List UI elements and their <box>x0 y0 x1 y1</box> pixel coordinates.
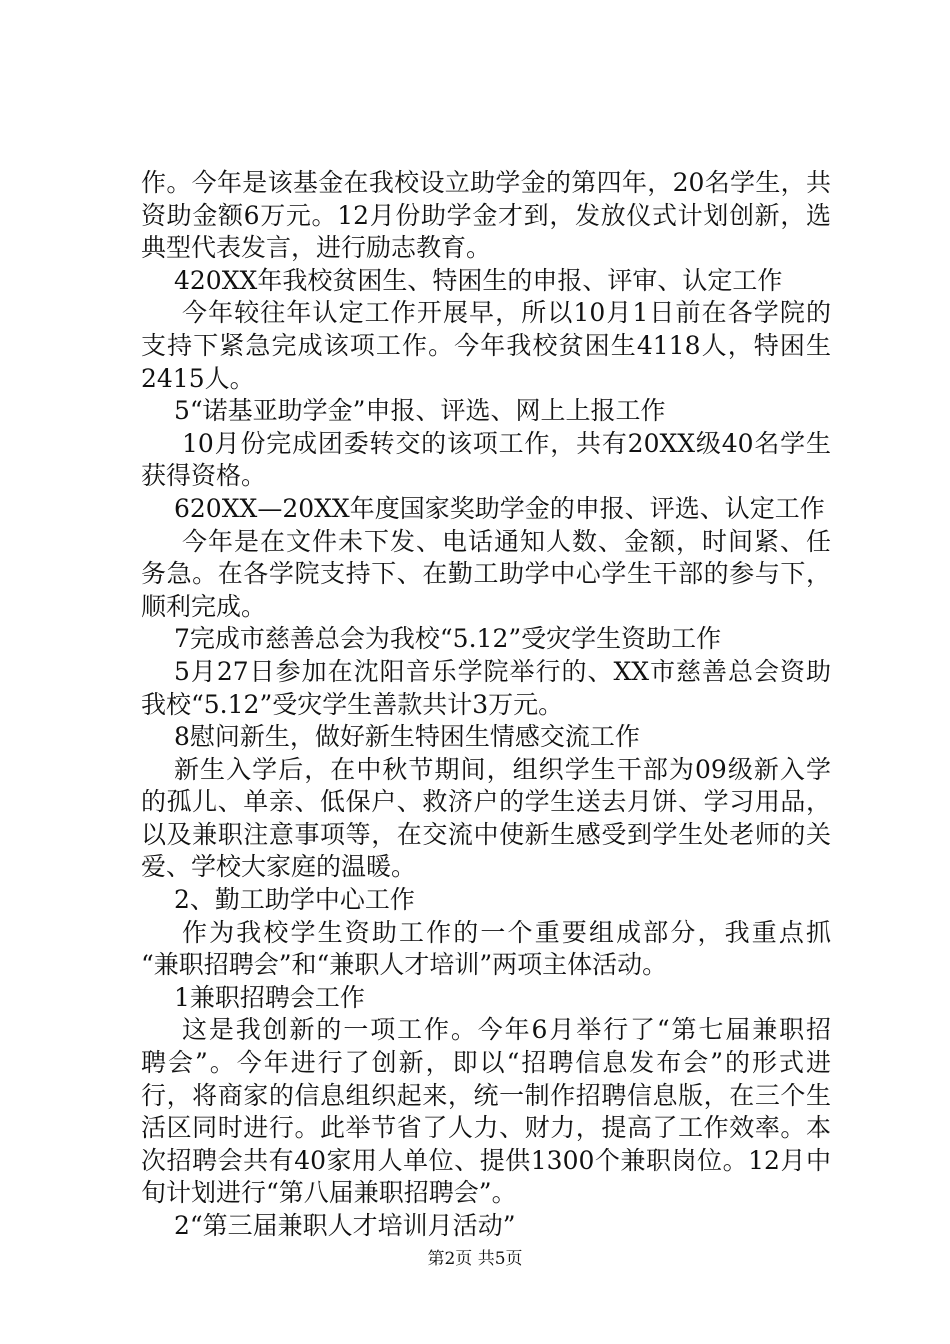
paragraph-line: 作为我校学生资助工作的一个重要组成部分，我重点抓 <box>182 917 831 947</box>
paragraph-line: 今年较往年认定工作开展早，所以10月1日前在各学院的 <box>182 298 831 328</box>
paragraph-line: 典型代表发言，进行励志教育。 <box>141 233 492 263</box>
paragraph-line: 我校“5.12”受灾学生善款共计3万元。 <box>141 689 564 719</box>
paragraph-line: 这是我创新的一项工作。今年6月举行了“第七届兼职招 <box>182 1015 831 1045</box>
paragraph-line: 的孤儿、单亲、低保户、救济户的学生送去月饼、学习用品， <box>141 787 831 817</box>
section-heading: 420XX年我校贫困生、特困生的申报、评审、认定工作 <box>174 265 783 295</box>
paragraph-line: 2415人。 <box>141 363 255 393</box>
paragraph-line: 资助金额6万元。12月份助学金才到，发放仪式计划创新，选 <box>141 200 831 230</box>
paragraph-line: 今年是在文件未下发、电话通知人数、金额，时间紧、任 <box>182 526 831 556</box>
paragraph-line: 旬计划进行“第八届兼职招聘会”。 <box>141 1178 517 1208</box>
paragraph-line: 顺利完成。 <box>141 591 267 621</box>
section-heading: 5“诺基亚助学金”申报、评选、网上上报工作 <box>174 396 666 426</box>
section-heading: 2、勤工助学中心工作 <box>174 885 415 915</box>
section-heading: 7完成市慈善总会为我校“5.12”受灾学生资助工作 <box>174 624 722 654</box>
page-footer: 第2页 共5页 <box>427 1249 523 1269</box>
paragraph-line: 次招聘会共有40家用人单位、提供1300个兼职岗位。12月中 <box>141 1145 831 1175</box>
paragraph-line: 务急。在各学院支持下、在勤工助学中心学生干部的参与下， <box>141 559 831 589</box>
paragraph-line: 10月份完成团委转交的该项工作，共有20XX级40名学生 <box>182 428 831 458</box>
paragraph-line: 活区同时进行。此举节省了人力、财力，提高了工作效率。本 <box>141 1113 831 1143</box>
paragraph-line: 支持下紧急完成该项工作。今年我校贫困生4118人，特困生 <box>141 330 831 360</box>
paragraph-line: 行，将商家的信息组织起来，统一制作招聘信息版，在三个生 <box>141 1080 831 1110</box>
section-heading: 1兼职招聘会工作 <box>174 982 365 1012</box>
paragraph-line: 获得资格。 <box>141 461 267 491</box>
document-body <box>141 167 831 1243</box>
section-heading: 620XX—20XX年度国家奖助学金的申报、评选、认定工作 <box>174 493 825 523</box>
paragraph-line: 作。今年是该基金在我校设立助学金的第四年，20名学生，共 <box>141 168 831 197</box>
section-heading: 8慰问新生，做好新生特困生情感交流工作 <box>174 722 640 752</box>
section-heading: 2“第三届兼职人才培训月活动” <box>174 1211 516 1240</box>
paragraph-line: “兼职招聘会”和“兼职人才培训”两项主体活动。 <box>141 950 668 980</box>
paragraph-line: 新生入学后，在中秋节期间，组织学生干部为09级新入学 <box>174 754 831 784</box>
paragraph-line: 爱、学校大家庭的温暖。 <box>141 852 417 882</box>
paragraph-line: 5月27日参加在沈阳音乐学院举行的、XX市慈善总会资助 <box>174 656 831 686</box>
paragraph-line: 聘会”。今年进行了创新，即以“招聘信息发布会”的形式进 <box>141 1048 831 1078</box>
paragraph-line: 以及兼职注意事项等，在交流中使新生感受到学生处老师的关 <box>141 819 831 849</box>
